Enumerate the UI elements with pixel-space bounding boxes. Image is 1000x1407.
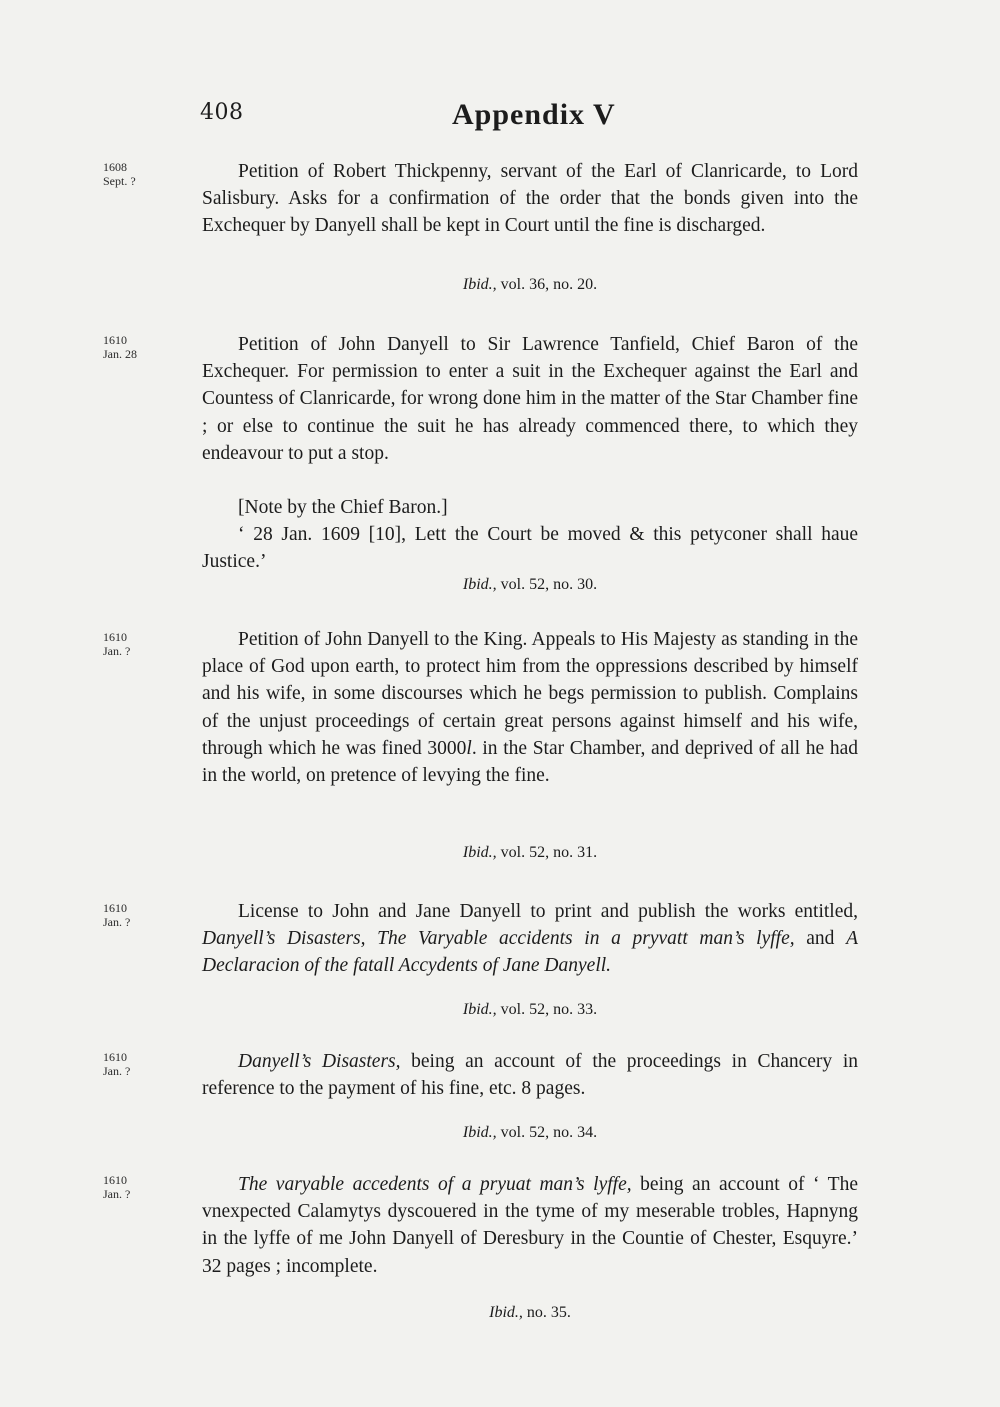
source-ibid: Ibid., — [462, 276, 497, 293]
work-title: The varyable accedents of a pryuat man’s lyffe, — [238, 1174, 632, 1195]
entry-date — [103, 901, 183, 929]
currency-unit: l — [466, 737, 472, 759]
source-ibid: Ibid., — [462, 1124, 497, 1141]
date-year: 1610 — [103, 1050, 127, 1064]
note-text: [Note by the Chief Baron.] — [238, 497, 448, 518]
work-title: Danyell’s Disasters, The Varyable accidents in a pryvatt man’s lyffe, — [202, 928, 795, 950]
source-ibid: Ibid., — [462, 1001, 497, 1018]
date-year: 1610 — [103, 1173, 127, 1187]
source-reference — [202, 1001, 858, 1019]
work-title: A Declaracion of the fatall Accydents of Jane Danyell. — [202, 928, 858, 977]
date-month: Jan. ? — [103, 1187, 131, 1201]
entry-body: Petition of John Danyell to Sir Lawrence Tanfield, Chief Baron of the Exchequer. For permission to enter a suit in the Exchequer against the Earl and Countess of Clanricarde, for wrong done him in the matter of the Star Chamber fine ; or else to continue the suit he has already commenced there, to which they endeavour to put a stop. — [202, 334, 858, 464]
date-year: 1610 — [103, 333, 127, 347]
source-reference — [202, 844, 858, 862]
entry-text — [202, 1171, 858, 1280]
date-month: Jan. ? — [103, 1064, 131, 1078]
source-ibid: Ibid., — [489, 1304, 523, 1321]
entry-body: Petition of John Danyell to the King. Appeals to His Majesty as standing in the place of God upon earth, to protect him from the oppressions described by himself and his wife, in some discourses which he begs permission to publish. Complains of the unjust proceedings of certain great persons against himself and his wife, through which he was fined 3000 — [202, 629, 858, 759]
source-detail: vol. 52, no. 31. — [496, 844, 598, 861]
date-month: Jan. ? — [103, 915, 131, 929]
entry-body-continued: and — [794, 928, 847, 950]
entry-text — [202, 626, 858, 789]
entry-body: being an account of the proceedings in Chancery in reference to the payment of his fine, etc. 8 pages. — [202, 1051, 858, 1100]
entry-date — [103, 333, 183, 361]
date-year: 1610 — [103, 630, 127, 644]
entry-body: being an account of ‘ The vnexpected Calamytys dyscouered in the tyme of my meserable trobles, Hapnyng in the lyffe of me John Danyell of Deresbury in the Countie of Chester, Esquyre.’ 32 pages ; incomplete. — [202, 1174, 858, 1277]
entry-body: Petition of Robert Thickpenny, servant of the Earl of Clanricarde, to Lord Salisbury. Asks for a confirmation of the order that the bonds given into the Exchequer by Danyell shall be kept in Court until the fine is discharged. — [202, 161, 858, 237]
entry-text — [202, 1048, 858, 1102]
source-detail: vol. 36, no. 20. — [496, 276, 598, 293]
quote-block — [202, 521, 858, 575]
entry-text — [202, 158, 858, 240]
date-month: Jan. ? — [103, 644, 131, 658]
running-head: Appendix V — [452, 98, 616, 131]
quote-text: ‘ 28 Jan. 1609 [10], Lett the Court be moved & this petyconer shall haue Justice.’ — [202, 524, 858, 573]
source-detail: no. 35. — [522, 1304, 571, 1321]
source-ibid: Ibid., — [462, 844, 497, 861]
page-number: 408 — [200, 100, 244, 125]
date-month: Sept. ? — [103, 174, 136, 188]
date-month: Jan. 28 — [103, 347, 137, 361]
source-detail: vol. 52, no. 33. — [496, 1001, 598, 1018]
work-title: Danyell’s Disasters, — [238, 1051, 401, 1072]
entry-body-continued: . in the Star Chamber, and deprived of all he had in the world, on pretence of levying the fine. — [202, 737, 858, 787]
date-year: 1610 — [103, 901, 127, 915]
source-reference — [202, 1304, 858, 1322]
entry-body: License to John and Jane Danyell to print and publish the works entitled, — [238, 901, 858, 922]
entry-text — [202, 898, 858, 980]
source-reference — [202, 1124, 858, 1142]
entry-date — [103, 1173, 183, 1201]
date-year: 1608 — [103, 160, 127, 174]
entry-date — [103, 1050, 183, 1078]
note-line — [202, 494, 858, 521]
source-reference — [202, 276, 858, 294]
source-detail: vol. 52, no. 30. — [496, 576, 598, 593]
source-detail: vol. 52, no. 34. — [496, 1124, 598, 1141]
entry-text — [202, 331, 858, 467]
source-ibid: Ibid., — [462, 576, 497, 593]
entry-date — [103, 160, 183, 188]
entry-date — [103, 630, 183, 658]
source-reference — [202, 576, 858, 594]
